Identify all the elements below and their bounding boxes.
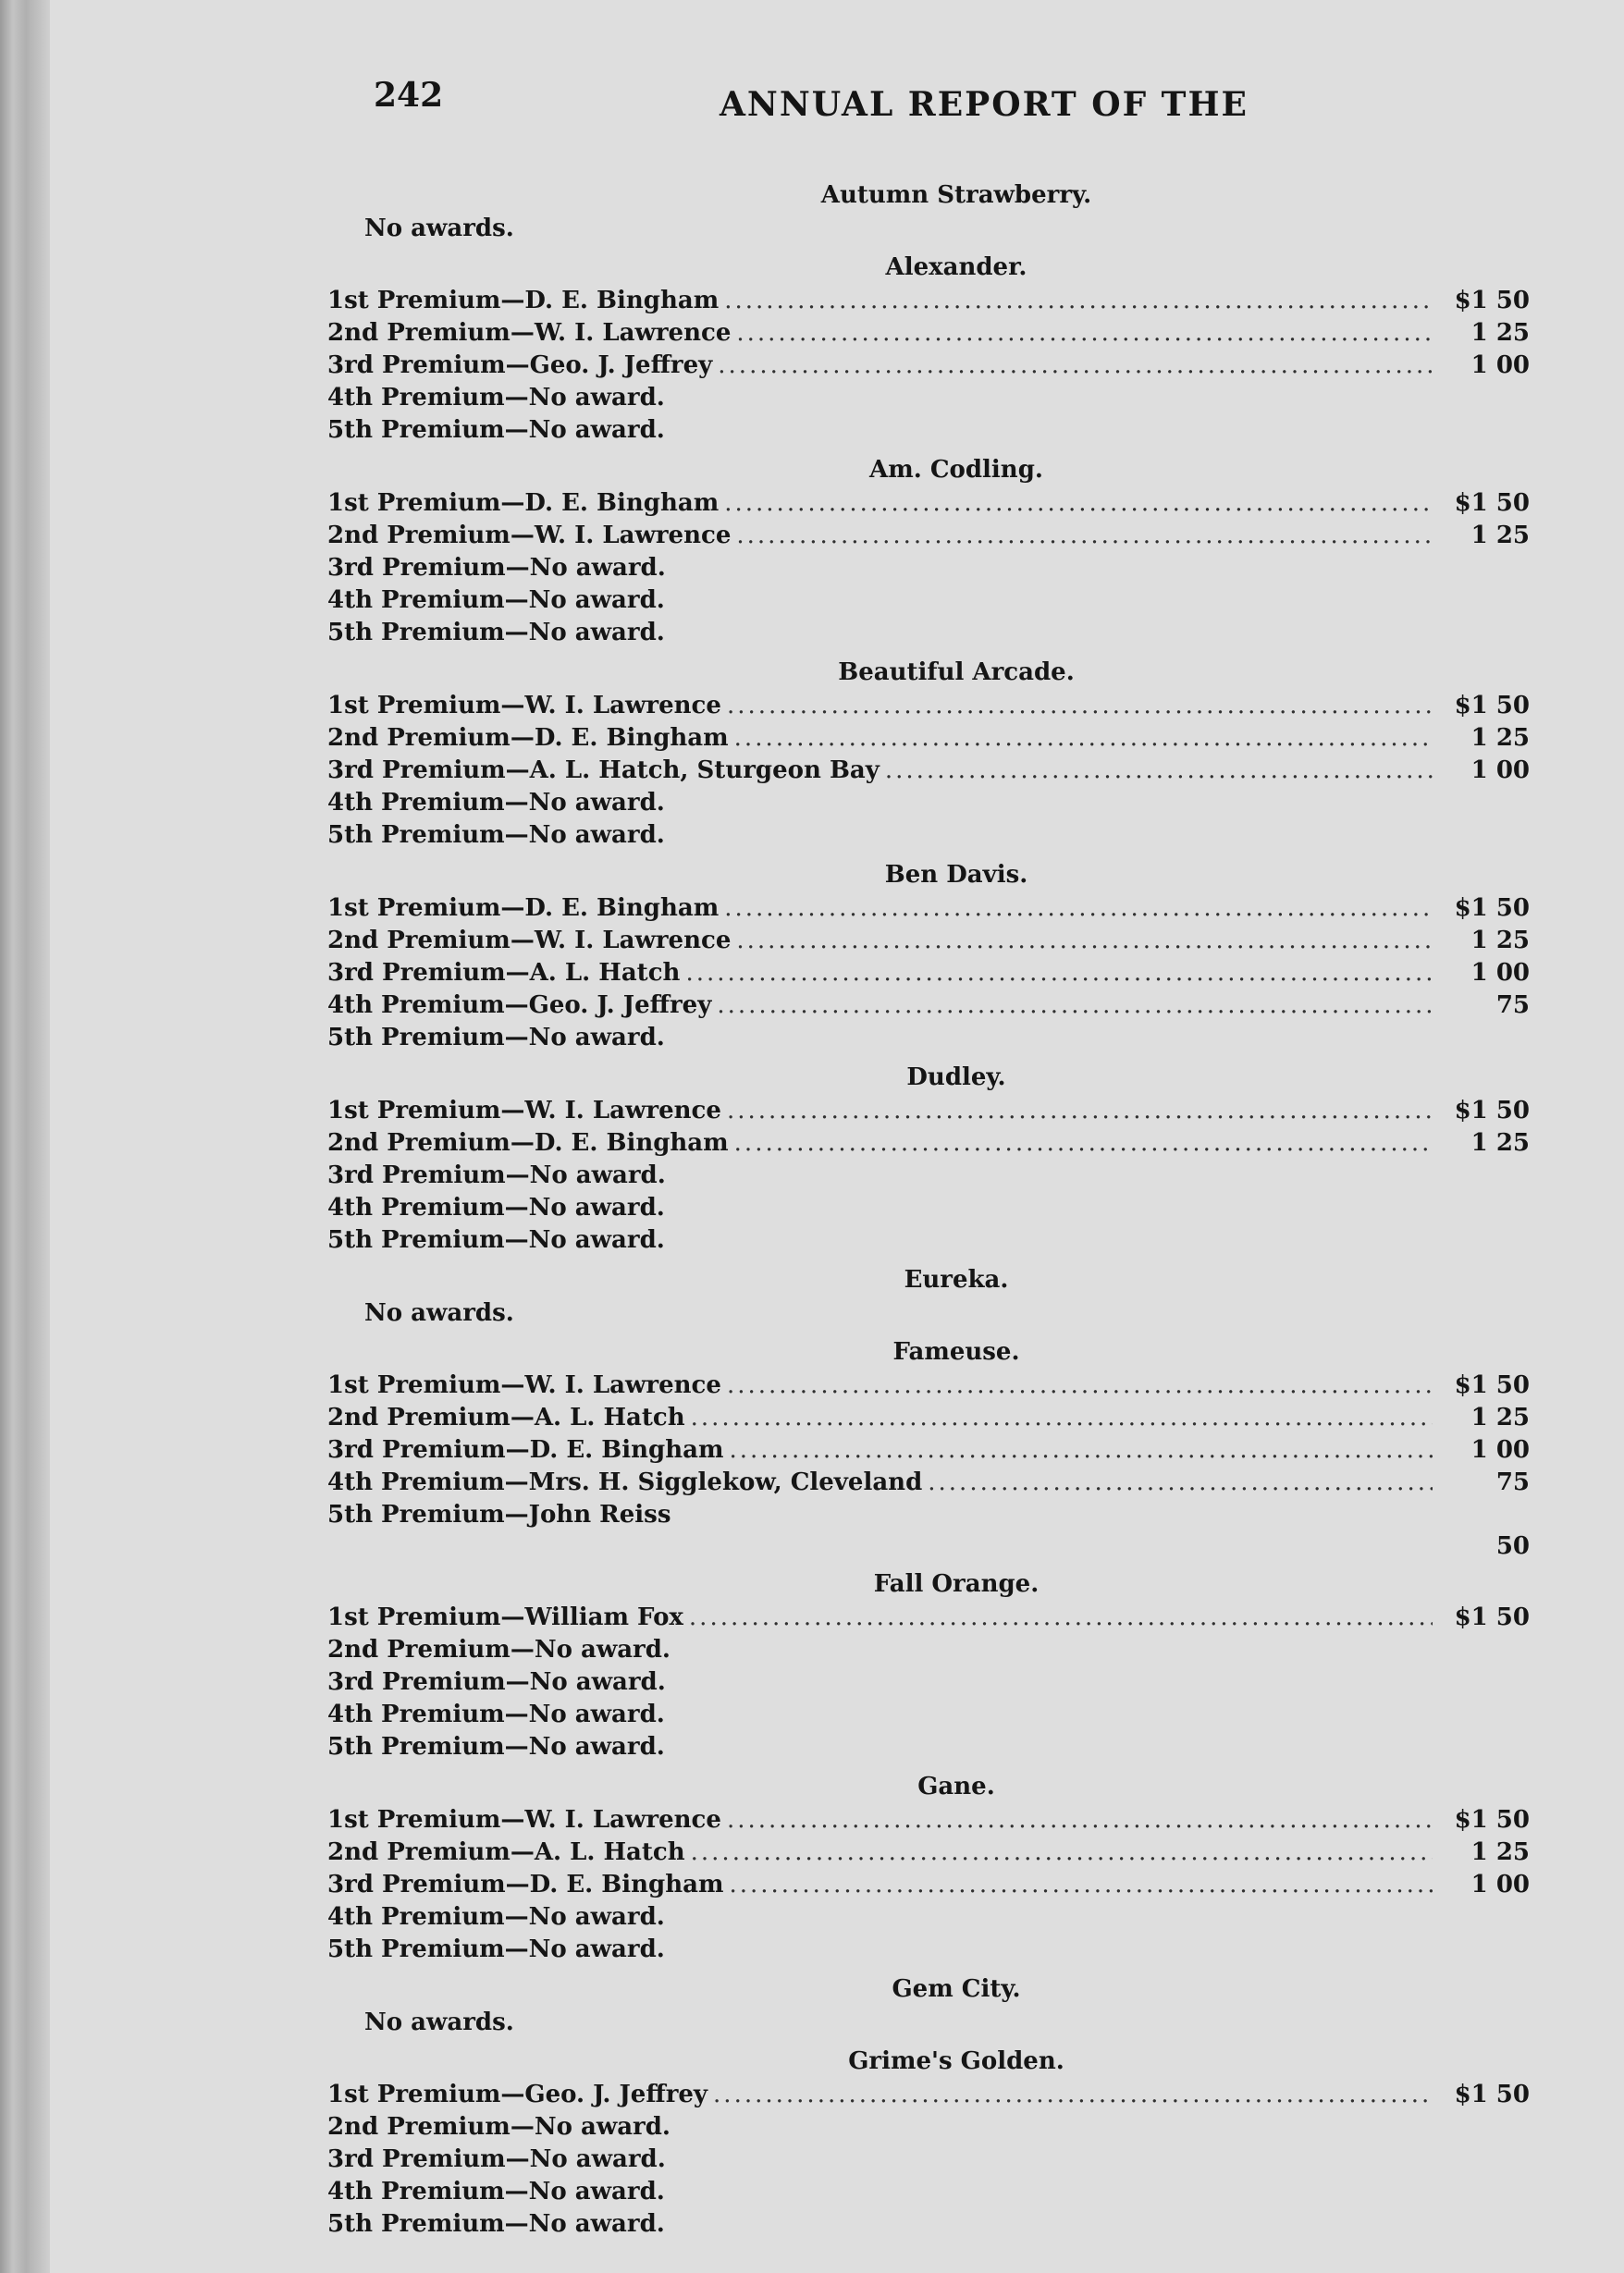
premium-amount: $1 50 (1454, 1603, 1530, 1631)
premium-row (327, 2208, 1530, 2241)
premium-label: 4th Premium—Geo. J. Jeffrey (327, 991, 712, 1019)
premium-amount: $1 50 (1454, 1806, 1530, 1834)
premium-row (327, 2144, 1530, 2176)
dot-leader (718, 350, 1433, 382)
premium-label: 1st Premium—Geo. J. Jeffrey (327, 2081, 708, 2108)
premium-row (327, 487, 1530, 520)
book-binding (0, 0, 50, 2273)
premium-label: 4th Premium—No award. (327, 2178, 665, 2205)
dot-leader (727, 690, 1433, 722)
premium-label: 1st Premium—W. I. Lawrence (327, 1806, 721, 1834)
premium-amount: 1 25 (1470, 1838, 1530, 1866)
premium-amount: $1 50 (1454, 287, 1530, 314)
premium-row (327, 1634, 1530, 1666)
variety-title: Grime's Golden. (848, 2047, 1064, 2075)
premium-label: 4th Premium—No award. (327, 586, 665, 614)
premium-row (327, 1095, 1530, 1127)
premium-label: 4th Premium—No award. (327, 1903, 665, 1931)
premium-amount: $1 50 (1454, 2081, 1530, 2108)
premium-row (327, 819, 1530, 852)
variety-title: Dudley. (906, 1063, 1006, 1091)
premium-label: 5th Premium—No award. (327, 1935, 665, 1963)
dot-leader (691, 1402, 1433, 1434)
premium-amount: 1 25 (1470, 1404, 1530, 1431)
premium-row (327, 1402, 1530, 1434)
variety-title: Alexander. (885, 253, 1027, 281)
premium-row (327, 1192, 1530, 1224)
premium-label: 5th Premium—No award. (327, 1733, 665, 1761)
premium-label: 2nd Premium—A. L. Hatch (327, 1404, 685, 1431)
premium-row (327, 690, 1530, 722)
variety-section (327, 1060, 1530, 1257)
variety-title: Ben Davis. (884, 861, 1028, 889)
premium-label: 3rd Premium—A. L. Hatch (327, 959, 681, 987)
premium-label: 2nd Premium—A. L. Hatch (327, 1838, 685, 1866)
premium-amount: 50 (1495, 1532, 1530, 1560)
premium-amount: 1 25 (1470, 319, 1530, 347)
premium-row (327, 1934, 1530, 1966)
variety-section (327, 1769, 1530, 1966)
premium-amount: 1 00 (1470, 756, 1530, 784)
page-number: 242 (374, 76, 444, 115)
variety-title: Eureka. (904, 1266, 1009, 1294)
premium-amount: 1 00 (1470, 1871, 1530, 1898)
premium-row (327, 382, 1530, 414)
premium-row (327, 1602, 1530, 1634)
premium-row (327, 285, 1530, 317)
premium-label: 2nd Premium—D. E. Bingham (327, 1129, 729, 1157)
premium-amount: 1 00 (1470, 351, 1530, 379)
premium-label: 5th Premium—No award. (327, 416, 665, 444)
premium-label: 1st Premium—W. I. Lawrence (327, 692, 721, 719)
dot-leader (685, 957, 1433, 989)
premium-row (327, 989, 1530, 1022)
running-head: ANNUAL REPORT OF THE (720, 85, 1249, 124)
premium-amount: $1 50 (1454, 1097, 1530, 1124)
premium-label: 1st Premium—W. I. Lawrence (327, 1097, 721, 1124)
dot-leader (736, 317, 1433, 350)
premium-row (327, 755, 1530, 787)
premium-row (327, 957, 1530, 989)
premium-amount: $1 50 (1454, 894, 1530, 922)
premium-amount: 1 25 (1470, 724, 1530, 752)
premium-label: 1st Premium—D. E. Bingham (327, 894, 720, 922)
premium-row (327, 1370, 1530, 1402)
premium-row (327, 1901, 1530, 1934)
premium-label: 2nd Premium—No award. (327, 2113, 671, 2141)
premium-amount: 1 25 (1470, 927, 1530, 954)
variety-section (327, 1262, 1530, 1329)
variety-title: Am. Codling. (869, 456, 1043, 484)
premium-label: 3rd Premium—No award. (327, 554, 666, 582)
premium-label: 1st Premium—W. I. Lawrence (327, 1371, 721, 1399)
premium-amount: 1 00 (1470, 959, 1530, 987)
variety-section (327, 857, 1530, 1054)
premium-label: 1st Premium—William Fox (327, 1603, 683, 1631)
premium-label: 2nd Premium—D. E. Bingham (327, 724, 729, 752)
premium-row (327, 1666, 1530, 1699)
premium-label: 5th Premium—No award. (327, 619, 665, 646)
variety-section (327, 1972, 1530, 2038)
premium-row (327, 2111, 1530, 2144)
premium-label: 4th Premium—No award. (327, 1701, 665, 1728)
dot-leader (727, 1370, 1433, 1402)
no-awards-note: No awards. (364, 215, 514, 242)
premium-row (327, 1837, 1530, 1869)
premium-amount: $1 50 (1454, 489, 1530, 517)
variety-section (327, 452, 1530, 649)
premium-amount: 75 (1495, 991, 1530, 1019)
premium-row (327, 1499, 1530, 1531)
premium-row (327, 722, 1530, 755)
premium-label: 3rd Premium—A. L. Hatch, Sturgeon Bay (327, 756, 880, 784)
premium-amount: $1 50 (1454, 692, 1530, 719)
premium-row (327, 520, 1530, 552)
premium-amount: 1 00 (1470, 1436, 1530, 1464)
premium-row (327, 584, 1530, 617)
premium-label: 3rd Premium—D. E. Bingham (327, 1436, 724, 1464)
premium-row (327, 2176, 1530, 2208)
premium-label: 2nd Premium—W. I. Lawrence (327, 319, 732, 347)
dot-leader (724, 892, 1433, 925)
premium-amount: 75 (1495, 1468, 1530, 1496)
premium-amount: 1 25 (1470, 1129, 1530, 1157)
variety-title: Beautiful Arcade. (838, 658, 1075, 686)
variety-title: Autumn Strawberry. (820, 181, 1092, 209)
dot-leader (729, 1434, 1433, 1467)
premium-row (327, 1731, 1530, 1763)
premium-row (327, 552, 1530, 584)
variety-section (327, 2044, 1530, 2241)
dot-leader (928, 1467, 1433, 1499)
variety-title: Fameuse. (892, 1338, 1020, 1366)
premium-row (327, 892, 1530, 925)
premium-label: 2nd Premium—W. I. Lawrence (327, 522, 732, 549)
dot-leader (734, 722, 1433, 755)
variety-section (327, 250, 1530, 447)
premium-row (327, 787, 1530, 819)
variety-title: Fall Orange. (873, 1570, 1040, 1598)
premium-label: 3rd Premium—No award. (327, 1161, 666, 1189)
premium-row (327, 414, 1530, 447)
variety-section (327, 178, 1530, 244)
premium-label: 2nd Premium—W. I. Lawrence (327, 927, 732, 954)
page (50, 0, 1624, 2273)
premium-row (327, 2079, 1530, 2111)
premium-row (327, 1434, 1530, 1467)
dot-leader (713, 2079, 1433, 2111)
premium-label: 2nd Premium—No award. (327, 1636, 671, 1664)
premium-row (327, 1160, 1530, 1192)
premium-label: 4th Premium—No award. (327, 789, 665, 817)
dot-leader (885, 755, 1433, 787)
premium-label: 3rd Premium—Geo. J. Jeffrey (327, 351, 713, 379)
premium-label: 5th Premium—No award. (327, 1024, 665, 1051)
premium-row (327, 1804, 1530, 1837)
premium-label: 5th Premium—No award. (327, 821, 665, 849)
premium-row (327, 1127, 1530, 1160)
dot-leader (717, 989, 1433, 1022)
premium-label: 4th Premium—No award. (327, 1194, 665, 1222)
variety-title: Gane. (917, 1773, 995, 1800)
premium-list (327, 172, 1530, 2241)
dot-leader (734, 1127, 1433, 1160)
premium-row (327, 1467, 1530, 1499)
dot-leader (691, 1837, 1433, 1869)
dot-leader (724, 487, 1433, 520)
premium-label: 4th Premium—No award. (327, 384, 665, 412)
dot-leader (727, 1095, 1433, 1127)
premium-amount: $1 50 (1454, 1371, 1530, 1399)
dot-leader (689, 1602, 1433, 1634)
dot-leader (736, 520, 1433, 552)
premium-label: 5th Premium—John Reiss (327, 1501, 671, 1529)
dot-leader (727, 1804, 1433, 1837)
premium-amount: 1 25 (1470, 522, 1530, 549)
premium-row (327, 317, 1530, 350)
premium-row (327, 1224, 1530, 1257)
premium-row (327, 925, 1530, 957)
dot-leader (729, 1869, 1433, 1901)
premium-label: 1st Premium—D. E. Bingham (327, 489, 720, 517)
dot-leader (736, 925, 1433, 957)
premium-row (327, 1699, 1530, 1731)
variety-section (327, 1567, 1530, 1763)
premium-row (327, 1022, 1530, 1054)
no-awards-note: No awards. (364, 1299, 514, 1327)
premium-label: 4th Premium—Mrs. H. Sigglekow, Cleveland (327, 1468, 923, 1496)
no-awards-note: No awards. (364, 2009, 514, 2036)
variety-section (327, 655, 1530, 852)
premium-label: 5th Premium—No award. (327, 2210, 665, 2238)
premium-row (327, 617, 1530, 649)
premium-label: 1st Premium—D. E. Bingham (327, 287, 720, 314)
premium-row (327, 1869, 1530, 1901)
premium-label: 3rd Premium—D. E. Bingham (327, 1871, 724, 1898)
premium-label: 3rd Premium—No award. (327, 1668, 666, 1696)
variety-title: Gem City. (892, 1975, 1021, 2003)
variety-section (327, 1334, 1530, 1561)
premium-label: 5th Premium—No award. (327, 1226, 665, 1254)
premium-row (327, 350, 1530, 382)
premium-label: 3rd Premium—No award. (327, 2145, 666, 2173)
dot-leader (724, 285, 1433, 317)
